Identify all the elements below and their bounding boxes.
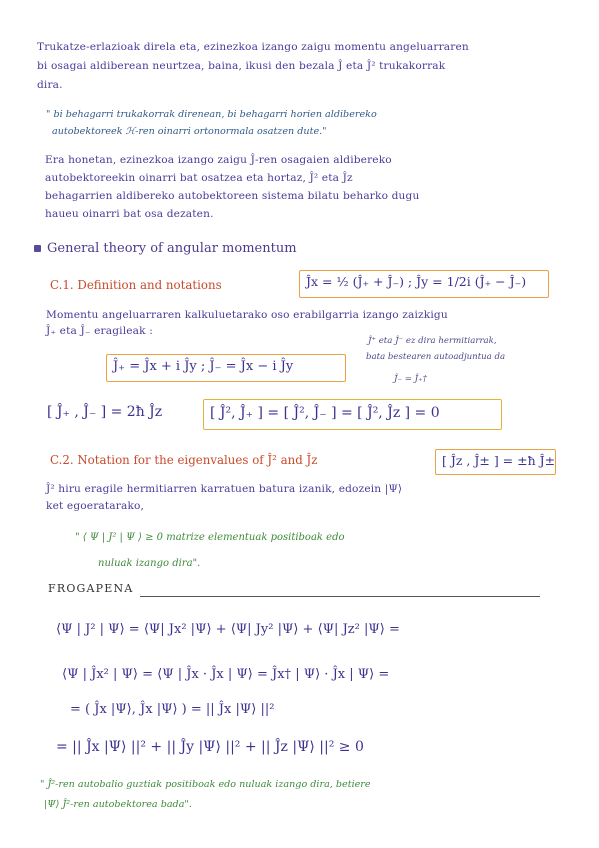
c1-definition-eq: Ĵx = ½ (Ĵ₊ + Ĵ₋) ; Ĵy = 1/2i (Ĵ₊ − Ĵ₋): [306, 274, 527, 289]
c2-text-2: ket egoeratarako,: [46, 500, 145, 512]
c2-quote-2: nuluak izango dira".: [98, 558, 201, 569]
c1-text-1: Momentu angeluarraren kalkuluetarako oso erabilgarria izango zaizkigu: [46, 309, 448, 321]
para2-line-2: autobektoreekin oinarri bat osatzea eta hortaz, Ĵ² eta Ĵz: [45, 172, 353, 184]
section-title: General theory of angular momentum: [47, 241, 297, 256]
c1-text-2: Ĵ₊ eta Ĵ₋ eragileak :: [46, 325, 153, 337]
quote-line-1: " bi behagarri trukakorrak direnean, bi behagarri horien aldibereko: [46, 109, 377, 120]
c1-operators-eq: Ĵ₊ = Ĵx + i Ĵy ; Ĵ₋ = Ĵx − i Ĵy: [113, 359, 294, 374]
c1-commutator-eq: [ Ĵ₊ , Ĵ₋ ] = 2ħ Ĵz: [47, 404, 163, 420]
c2-title: C.2. Notation for the eigenvalues of Ĵ² and Ĵz: [50, 453, 318, 467]
c1-title: C.1. Definition and notations: [50, 278, 222, 292]
proof-eq-3: = ( Ĵx |Ψ⟩, Ĵx |Ψ⟩ ) = || Ĵx |Ψ⟩ ||²: [70, 702, 275, 717]
proof-eq-1: ⟨Ψ | J² | Ψ⟩ = ⟨Ψ| Jx² |Ψ⟩ + ⟨Ψ| Jy² |Ψ⟩ + ⟨Ψ| Jz² |Ψ⟩ =: [56, 622, 400, 637]
c2-box-eq: [ Ĵz , Ĵ± ] = ±ħ Ĵ±: [442, 453, 556, 468]
c1-note-1: Ĵ⁺ eta Ĵ⁻ ez dira hermitiarrak,: [368, 336, 497, 346]
proof-eq-4: = || Ĵx |Ψ⟩ ||² + || Ĵy |Ψ⟩ ||² + || Ĵz |Ψ⟩ ||² ≥ 0: [56, 739, 364, 755]
intro-line-3: dira.: [37, 79, 63, 91]
intro-line-2: bi osagai aldiberean neurtzea, baina, ikusi den bezala Ĵ eta Ĵ² trukakorrak: [37, 60, 446, 72]
proof-underline: [140, 596, 540, 597]
proof-title: FROGAPENA: [48, 582, 134, 595]
section-bullet: [34, 245, 41, 252]
proof-eq-2: ⟨Ψ | Ĵx² | Ψ⟩ = ⟨Ψ | Ĵx · Ĵx | Ψ⟩ = Ĵx† | Ψ⟩ · Ĵx | Ψ⟩ =: [62, 667, 390, 682]
c2-quote-1: " ⟨ Ψ | J² | Ψ ⟩ ≥ 0 matrize elementuak positiboak edo: [75, 532, 345, 543]
c1-note-3: Ĵ₋ = Ĵ₊†: [394, 374, 427, 384]
c2-text-1: Ĵ² hiru eragile hermitiarren karratuen batura izanik, edozein |Ψ⟩: [46, 483, 403, 495]
proof-conclusion-2: |Ψ⟩ Ĵ²-ren autobektorea bada".: [44, 799, 192, 810]
c1-commutator-box-eq: [ Ĵ², Ĵ₊ ] = [ Ĵ², Ĵ₋ ] = [ Ĵ², Ĵz ] = 0: [210, 405, 440, 421]
c1-note-2: bata bestearen autoadjuntua da: [366, 352, 506, 362]
para2-line-4: haueu oinarri bat osa dezaten.: [45, 208, 214, 220]
proof-conclusion-1: " Ĵ²-ren autobalio guztiak positiboak edo nuluak izango dira, betiere: [40, 779, 371, 790]
para2-line-1: Era honetan, ezinezkoa izango zaigu Ĵ-ren osagaien aldibereko: [45, 154, 392, 166]
para2-line-3: behagarrien aldibereko autobektoreen sistema bilatu beharko dugu: [45, 190, 420, 202]
quote-line-2: autobektoreek ℋ-ren oinarri ortonormala osatzen dute.": [52, 126, 327, 137]
intro-line-1: Trukatze-erlazioak direla eta, ezinezkoa izango zaigu momentu angeluarraren: [37, 41, 469, 53]
